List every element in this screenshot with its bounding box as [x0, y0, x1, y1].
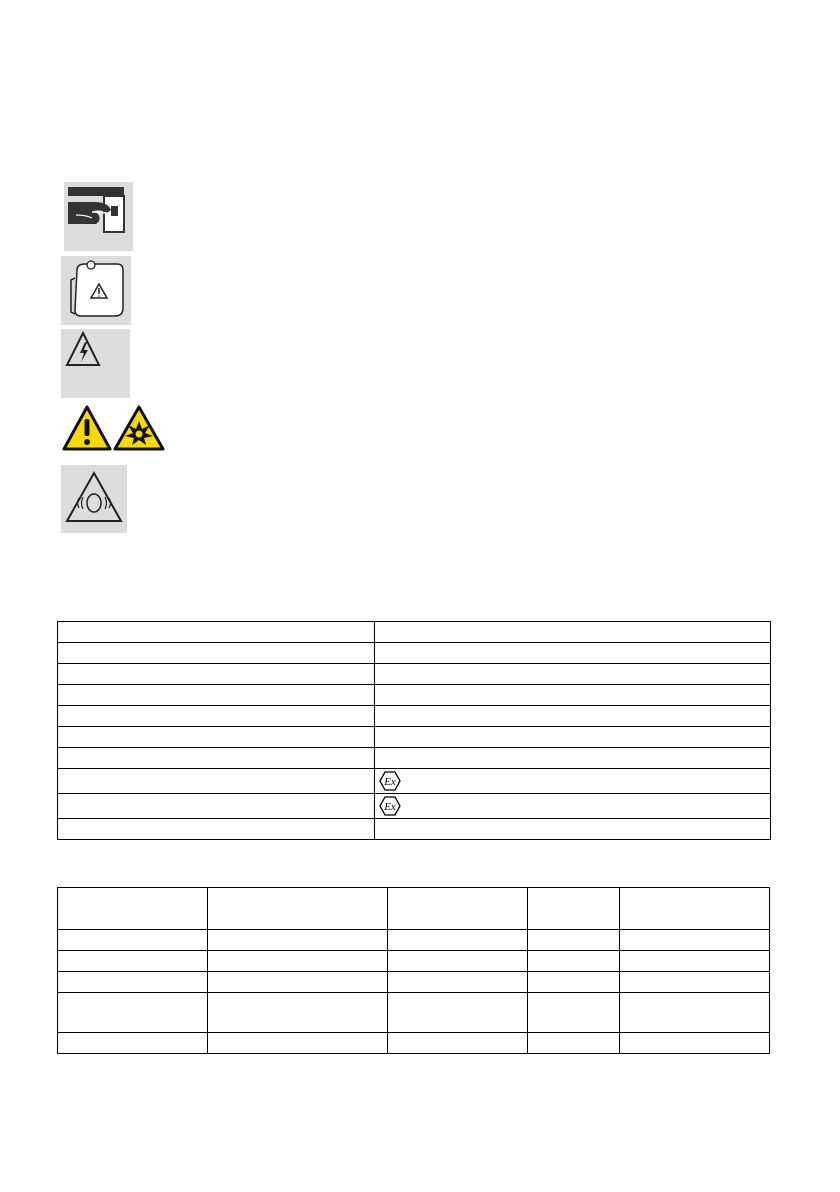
table-row: [58, 748, 771, 769]
table-cell: [388, 951, 528, 972]
table-header-cell: [620, 888, 770, 930]
table-cell: [58, 930, 208, 951]
table-cell: [208, 972, 388, 993]
spec-label: [58, 748, 375, 769]
table-cell: [388, 1033, 528, 1054]
svg-text:Ex: Ex: [384, 801, 396, 813]
ex-mark-icon: [379, 796, 401, 816]
spec-value: [375, 769, 771, 794]
table-cell: [58, 951, 208, 972]
table-cell: [58, 972, 208, 993]
spec-value: [375, 748, 771, 769]
spec-label: [58, 819, 375, 840]
table-row: [58, 819, 771, 840]
spec-value: [375, 664, 771, 685]
table-row: [58, 622, 771, 643]
table-row: [58, 951, 770, 972]
table-cell: [388, 972, 528, 993]
table-header-cell: [528, 888, 620, 930]
table-cell: [388, 930, 528, 951]
press-button-icon: [64, 182, 133, 251]
table-row: [58, 769, 771, 794]
spec-label: [58, 643, 375, 664]
electrical-hazard-icon: [61, 329, 130, 398]
spec-value: [375, 622, 771, 643]
svg-text:Ex: Ex: [384, 776, 396, 788]
table-cell: [528, 993, 620, 1033]
spec-label: [58, 727, 375, 748]
table-cell: [58, 993, 208, 1033]
table-cell: [620, 993, 770, 1033]
spec-value: [375, 685, 771, 706]
spec-label: [58, 685, 375, 706]
specification-table: [57, 621, 771, 840]
table-cell: [620, 972, 770, 993]
spec-value: [375, 706, 771, 727]
spec-label: [58, 706, 375, 727]
table-row: [58, 972, 770, 993]
device-housing-icon: [61, 256, 131, 325]
table-row: [58, 685, 771, 706]
table-cell: [58, 1033, 208, 1054]
vibration-warning-icon: [61, 465, 127, 533]
table-cell: [528, 951, 620, 972]
explosive-hazard-icon: [113, 405, 165, 451]
table-cell: [208, 993, 388, 1033]
parts-table: [57, 887, 770, 1054]
spec-label: [58, 664, 375, 685]
table-cell: [620, 1033, 770, 1054]
table-header-row: [58, 888, 770, 930]
spec-label: [58, 769, 375, 794]
spec-label: [58, 794, 375, 819]
table-row: [58, 794, 771, 819]
table-row: [58, 993, 770, 1033]
table-header-cell: [388, 888, 528, 930]
table-row: [58, 727, 771, 748]
table-row: [58, 643, 771, 664]
table-cell: [208, 930, 388, 951]
table-cell: [620, 951, 770, 972]
general-warning-icon: [62, 405, 112, 451]
table-header-cell: [58, 888, 208, 930]
table-cell: [528, 930, 620, 951]
table-cell: [208, 951, 388, 972]
table-cell: [208, 1033, 388, 1054]
table-cell: [388, 993, 528, 1033]
spec-value: [375, 794, 771, 819]
spec-label: [58, 622, 375, 643]
table-cell: [528, 1033, 620, 1054]
table-row: [58, 664, 771, 685]
spec-value: [375, 727, 771, 748]
spec-value: [375, 643, 771, 664]
table-cell: [620, 930, 770, 951]
spec-value: [375, 819, 771, 840]
table-row: [58, 706, 771, 727]
table-row: [58, 1033, 770, 1054]
table-cell: [528, 972, 620, 993]
ex-mark-icon: [379, 771, 401, 791]
table-row: [58, 930, 770, 951]
table-header-cell: [208, 888, 388, 930]
